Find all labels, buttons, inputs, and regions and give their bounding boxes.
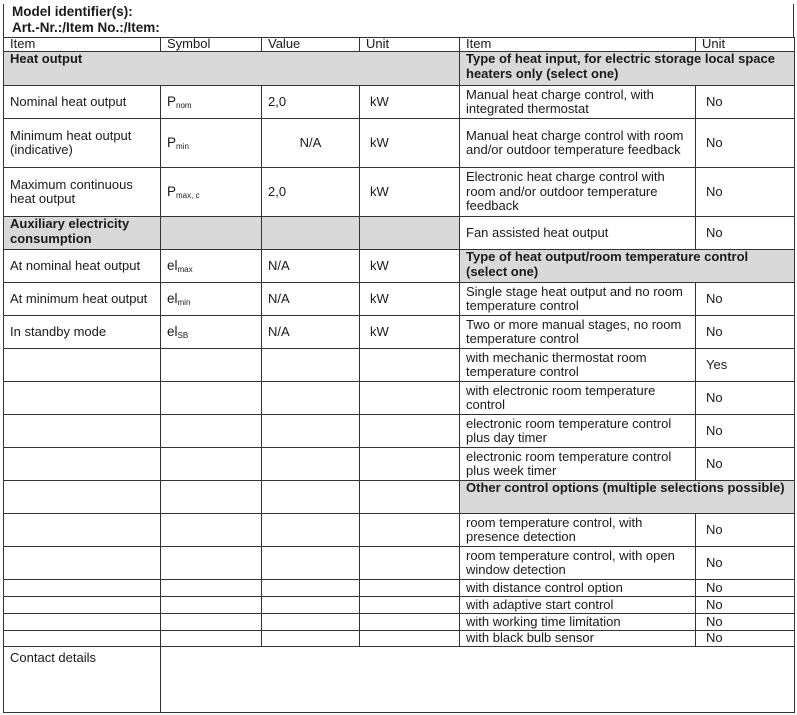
table-row [4, 168, 795, 217]
room-control-value: No [696, 316, 795, 349]
table-row [4, 283, 795, 316]
table-row [4, 316, 795, 349]
table-row [4, 382, 795, 415]
heater-spec-table [3, 37, 795, 713]
nominal-heat-unit: kW [360, 86, 460, 119]
table-row [4, 448, 795, 481]
heat-input-label: Manual heat charge control, with integrated thermostat [460, 86, 696, 119]
maximum-heat-unit: kW [360, 168, 460, 217]
col-item-right: Item [460, 38, 696, 52]
room-control-label: Single stage heat output and no room temperature control [460, 283, 696, 316]
maximum-heat-symbol: $P_{max, c}$ [161, 168, 262, 217]
heat-input-label: Electronic heat charge control with room and/or outdoor temperature feedback [460, 168, 696, 217]
heat-input-label: Fan assisted heat output [460, 217, 696, 250]
table-row [4, 119, 795, 168]
minimum-heat-label: Minimum heat output (indicative) [4, 119, 161, 168]
item-number-label: Art.-Nr.:/Item No.:/Item: [3, 20, 794, 37]
table-row [4, 250, 795, 283]
table-row [4, 217, 795, 250]
other-option-value: No [696, 580, 795, 597]
maximum-heat-label: Maximum continuous heat output [4, 168, 161, 217]
room-control-header: Type of heat output/room temperature control (select one) [460, 250, 795, 283]
room-control-label: electronic room temperature control plus day timer [460, 415, 696, 448]
heat-input-value: No [696, 119, 795, 168]
other-option-label: room temperature control, with presence detection [460, 514, 696, 547]
aux-electricity-header: Auxiliary electricity consumption [4, 217, 161, 250]
room-control-value: No [696, 448, 795, 481]
other-option-label: with black bulb sensor [460, 631, 696, 647]
at-nominal-value: N/A [262, 250, 360, 283]
minimum-heat-value: N/A [262, 119, 360, 168]
model-identifier-label: Model identifier(s): [3, 4, 794, 20]
at-minimum-unit: kW [360, 283, 460, 316]
room-control-label: with mechanic thermostat room temperature control [460, 349, 696, 382]
aux-blank [161, 217, 262, 250]
maximum-heat-value: 2,0 [262, 168, 360, 217]
table-row [4, 631, 795, 647]
at-nominal-label: At nominal heat output [4, 250, 161, 283]
section-row [4, 52, 795, 86]
nominal-heat-symbol: $P_{nom}$ [161, 86, 262, 119]
room-control-label: Two or more manual stages, no room temperature control [460, 316, 696, 349]
col-item: Item [4, 38, 161, 52]
room-control-value: No [696, 415, 795, 448]
table-row [4, 86, 795, 119]
nominal-heat-label: Nominal heat output [4, 86, 161, 119]
heat-input-value: No [696, 168, 795, 217]
table-row [4, 614, 795, 631]
contact-row [4, 647, 795, 713]
table-row [4, 349, 795, 382]
at-minimum-symbol: $el_{min}$ [161, 283, 262, 316]
table-row [4, 481, 795, 514]
room-control-label: electronic room temperature control plus week timer [460, 448, 696, 481]
at-nominal-symbol: $el_{max}$ [161, 250, 262, 283]
room-control-value: Yes [696, 349, 795, 382]
room-control-value: No [696, 283, 795, 316]
table-row [4, 415, 795, 448]
col-unit: Unit [360, 38, 460, 52]
other-option-value: No [696, 547, 795, 580]
aux-blank [262, 217, 360, 250]
other-option-value: No [696, 631, 795, 647]
other-option-label: with distance control option [460, 580, 696, 597]
contact-details-label: Contact details [4, 647, 161, 713]
standby-unit: kW [360, 316, 460, 349]
table-row [4, 597, 795, 614]
aux-blank [360, 217, 460, 250]
contact-details-value [161, 647, 795, 713]
other-options-header: Other control options (multiple selections possible) [460, 481, 795, 514]
heat-input-label: Manual heat charge control with room and/or outdoor temperature feedback [460, 119, 696, 168]
table-row [4, 514, 795, 547]
other-option-value: No [696, 614, 795, 631]
col-value: Value [262, 38, 360, 52]
heat-output-header: Heat output [4, 52, 460, 86]
other-option-label: room temperature control, with open window detection [460, 547, 696, 580]
nominal-heat-value: 2,0 [262, 86, 360, 119]
other-option-label: with adaptive start control [460, 597, 696, 614]
heat-input-value: No [696, 217, 795, 250]
minimum-heat-unit: kW [360, 119, 460, 168]
other-option-label: with working time limitation [460, 614, 696, 631]
standby-label: In standby mode [4, 316, 161, 349]
col-unit-right: Unit [696, 38, 795, 52]
standby-value: N/A [262, 316, 360, 349]
ecodesign-info-sheet [3, 0, 795, 715]
heat-input-value: No [696, 86, 795, 119]
table-row [4, 547, 795, 580]
at-minimum-label: At minimum heat output [4, 283, 161, 316]
at-nominal-unit: kW [360, 250, 460, 283]
room-control-label: with electronic room temperature control [460, 382, 696, 415]
col-symbol: Symbol [161, 38, 262, 52]
column-header-row [4, 38, 795, 52]
other-option-value: No [696, 514, 795, 547]
room-control-value: No [696, 382, 795, 415]
minimum-heat-symbol: $P_{min}$ [161, 119, 262, 168]
table-row [4, 580, 795, 597]
other-option-value: No [696, 597, 795, 614]
at-minimum-value: N/A [262, 283, 360, 316]
heat-input-header: Type of heat input, for electric storage local space heaters only (select one) [460, 52, 795, 86]
standby-symbol: $el_{SB}$ [161, 316, 262, 349]
